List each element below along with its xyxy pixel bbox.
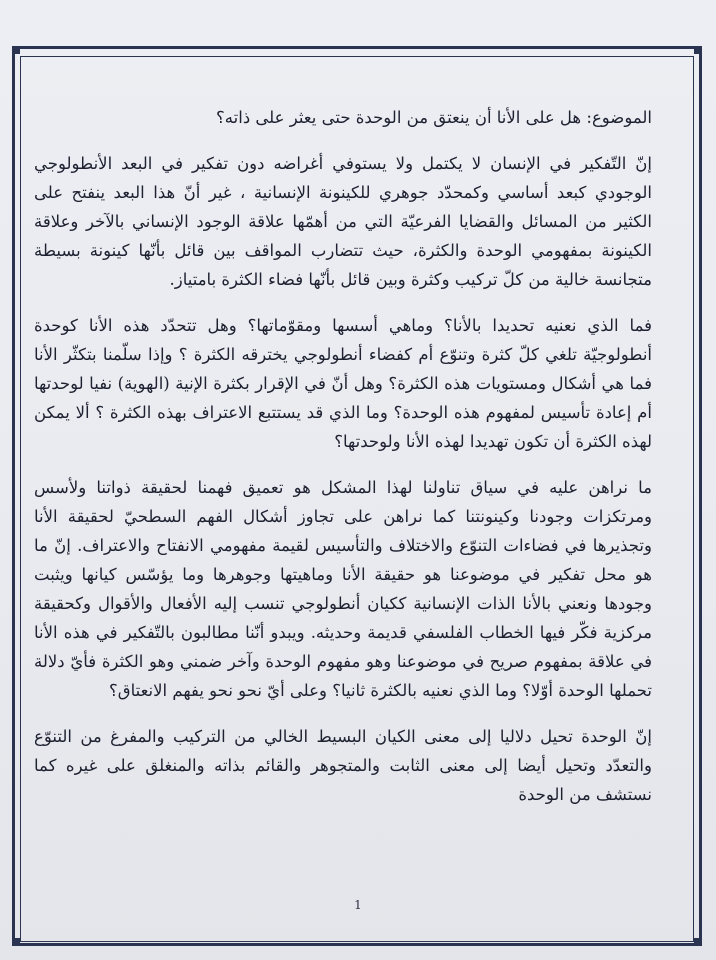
border-corner-ornament (694, 938, 702, 946)
essay-paragraph: ما نراهن عليه في سياق تناولنا لهذا المشكل هو تعميق فهمنا لحقيقة ذواتنا ولأسس ومرتكزات وجودنا وكينونتنا كما نراهن على تجاوز أشكال الفهم السطحيّ لحقيقة الأنا وتجذيرها في فضاءات التنوّع والاختلاف والتأسيس لقيمة مفهومي الانفتاح والاعتراف. إنّ ما هو محل تفكير في موضوعنا هو حقيقة الأنا وماهيتها وجوهرها وما يؤسّس كيانها ويثبت وجودها ونعني بالأنا الذات الإنسانية ككيان أنطولوجي تنسب إليه الأفعال والأقوال وكحقيقة مركزية فكّر فيها الخطاب الفلسفي قديمة وحديثه. ويبدو أنّنا مطالبون بالتّفكير في هذه الأنا في علاقة بمفهوم صريح في موضوعنا وهو مفهوم الوحدة وآخر ضمني وهو الكثرة فأيّ دلالة تحملها الوحدة أوّلا؟ وما الذي نعنيه بالكثرة ثانيا؟ وعلى أيّ نحو نحو يفهم الانعتاق؟ (34, 478, 652, 700)
border-corner-ornament (12, 46, 20, 54)
essay-paragraph: إنّ الوحدة تحيل دلاليا إلى معنى الكيان البسيط الخالي من التركيب والمفرغ من التنوّع والتعدّد وتحيل أيضا إلى معنى الثابت والمتجوهر والقائم بذاته والمنغلق على غيره كما نستشف من الوحدة (34, 727, 652, 804)
border-corner-ornament (694, 46, 702, 54)
essay-topic: الموضوع: هل على الأنا أن ينعتق من الوحدة حتى يعثر على ذاته؟ (216, 108, 652, 127)
essay-paragraph: إنّ التّفكير في الإنسان لا يكتمل ولا يستوفي أغراضه دون تفكير في البعد الأنطولوجي الوجودي كبعد أساسي وكمحدّد جوهري للكينونة الإنسانية ، غير أنّ هذا البعد ينفتح على الكثير من المسائل والقضايا الفرعيّة التي من أهمّها علاقة الوجود الإنساني بالآخر وعلاقة الكينونة بمفهومي الوحدة والكثرة، حيث تتضارب المواقف بين قائل بأنّها كينونة بسيطة متجانسة خالية من كلّ تركيب وكثرة وبين قائل بأنّها فضاء الكثرة بامتياز. (34, 154, 652, 289)
essay-body (34, 104, 652, 826)
page-number: 1 (354, 898, 362, 912)
essay-paragraph: فما الذي نعنيه تحديدا بالأنا؟ وماهي أسسها ومقوّماتها؟ وهل تتحدّد هذه الأنا كوحدة أنطولوجيّة تلغي كلّ كثرة وتنوّع أم كفضاء أنطولوجي يخترقه الكثرة ؟ وإذا سلّمنا بتكثّر الأنا فما هي أشكال ومستويات هذه الكثرة؟ وهل أنّ في الإقرار بكثرة الإنية (الهوية) نفيا لوحدتها أم إعادة تأسيس لمفهوم هذه الوحدة؟ وما الذي قد يستتبع الاعتراف بهذه الكثرة ؟ ألا يمكن لهذه الكثرة أن تكون تهديدا لهذه الأنا ولوحدتها؟ (34, 316, 652, 451)
border-corner-ornament (12, 938, 20, 946)
